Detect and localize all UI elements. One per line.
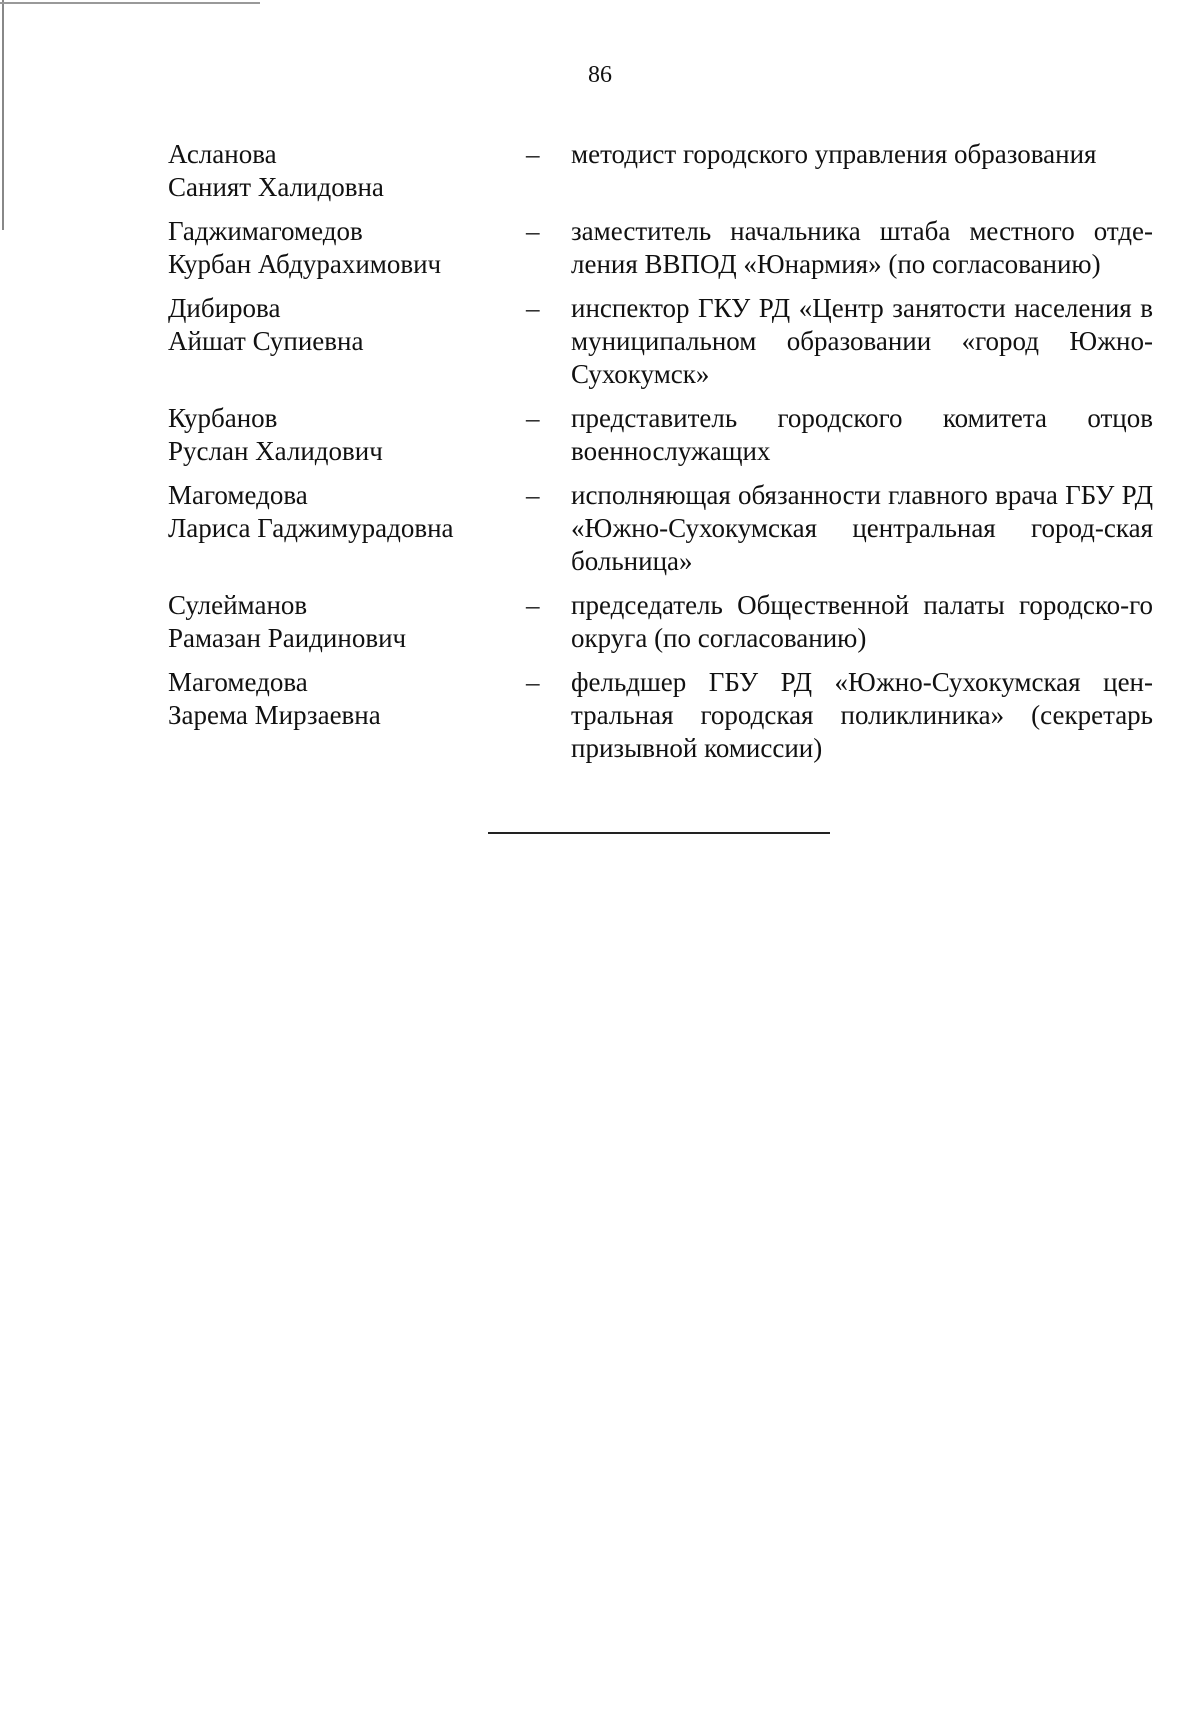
- member-entry: [168, 215, 1153, 281]
- member-given-names: Айшат Супиевна: [168, 326, 364, 356]
- member-position: фельдшер ГБУ РД «Южно-Сухокумская цен-тральная городская поликлиника» (секретарь призывной комиссии): [571, 667, 1153, 763]
- member-surname: Магомедова: [168, 480, 308, 510]
- scan-edge-top: [0, 2, 260, 4]
- member-name: [168, 666, 526, 732]
- member-entry: [168, 479, 1153, 578]
- member-given-names: Лариса Гаджимурадовна: [168, 513, 454, 543]
- member-position: представитель городского комитета отцов военнослужащих: [571, 403, 1153, 466]
- member-surname: Сулейманов: [168, 590, 308, 620]
- member-position: инспектор ГКУ РД «Центр занятости населения в муниципальном образовании «город Южно-Сухокумск»: [571, 293, 1153, 389]
- scan-edge-left: [2, 0, 4, 230]
- member-surname: Курбанов: [168, 403, 278, 433]
- member-name: [168, 479, 526, 545]
- member-name: [168, 292, 526, 358]
- member-position: методист городского управления образования: [571, 139, 1097, 169]
- end-of-list-rule: [488, 832, 830, 834]
- member-entry: [168, 589, 1153, 655]
- member-position: заместитель начальника штаба местного отде-ления ВВПОД «Юнармия» (по согласованию): [571, 216, 1153, 279]
- page-number: 86: [588, 62, 612, 88]
- member-surname: Дибирова: [168, 293, 281, 323]
- member-name: [168, 402, 526, 468]
- member-given-names: Сaният Халидовна: [168, 172, 384, 202]
- member-name: [168, 138, 526, 204]
- separator-dash: –: [526, 293, 540, 323]
- member-surname: Гаджимагомедов: [168, 216, 363, 246]
- member-position: председатель Общественной палаты городско-го округа (по согласованию): [571, 590, 1153, 653]
- commission-member-list: [168, 138, 1153, 765]
- separator-dash: –: [526, 667, 540, 697]
- separator-dash: –: [526, 139, 540, 169]
- separator-dash: –: [526, 590, 540, 620]
- member-surname: Асланова: [168, 139, 277, 169]
- member-entry: [168, 292, 1153, 391]
- member-name: [168, 215, 526, 281]
- member-given-names: Зарема Мирзаевна: [168, 700, 381, 730]
- member-given-names: Рамазан Раидинович: [168, 623, 407, 653]
- member-position: исполняющая обязанности главного врача ГБУ РД «Южно-Сухокумская центральная город-ская больница»: [571, 480, 1153, 576]
- separator-dash: –: [526, 216, 540, 246]
- member-surname: Магомедова: [168, 667, 308, 697]
- member-entry: [168, 666, 1153, 765]
- member-entry: [168, 138, 1153, 204]
- member-name: [168, 589, 526, 655]
- member-entry: [168, 402, 1153, 468]
- member-given-names: Руслан Халидович: [168, 436, 383, 466]
- separator-dash: –: [526, 403, 540, 433]
- member-given-names: Курбан Абдурахимович: [168, 249, 442, 279]
- separator-dash: –: [526, 480, 540, 510]
